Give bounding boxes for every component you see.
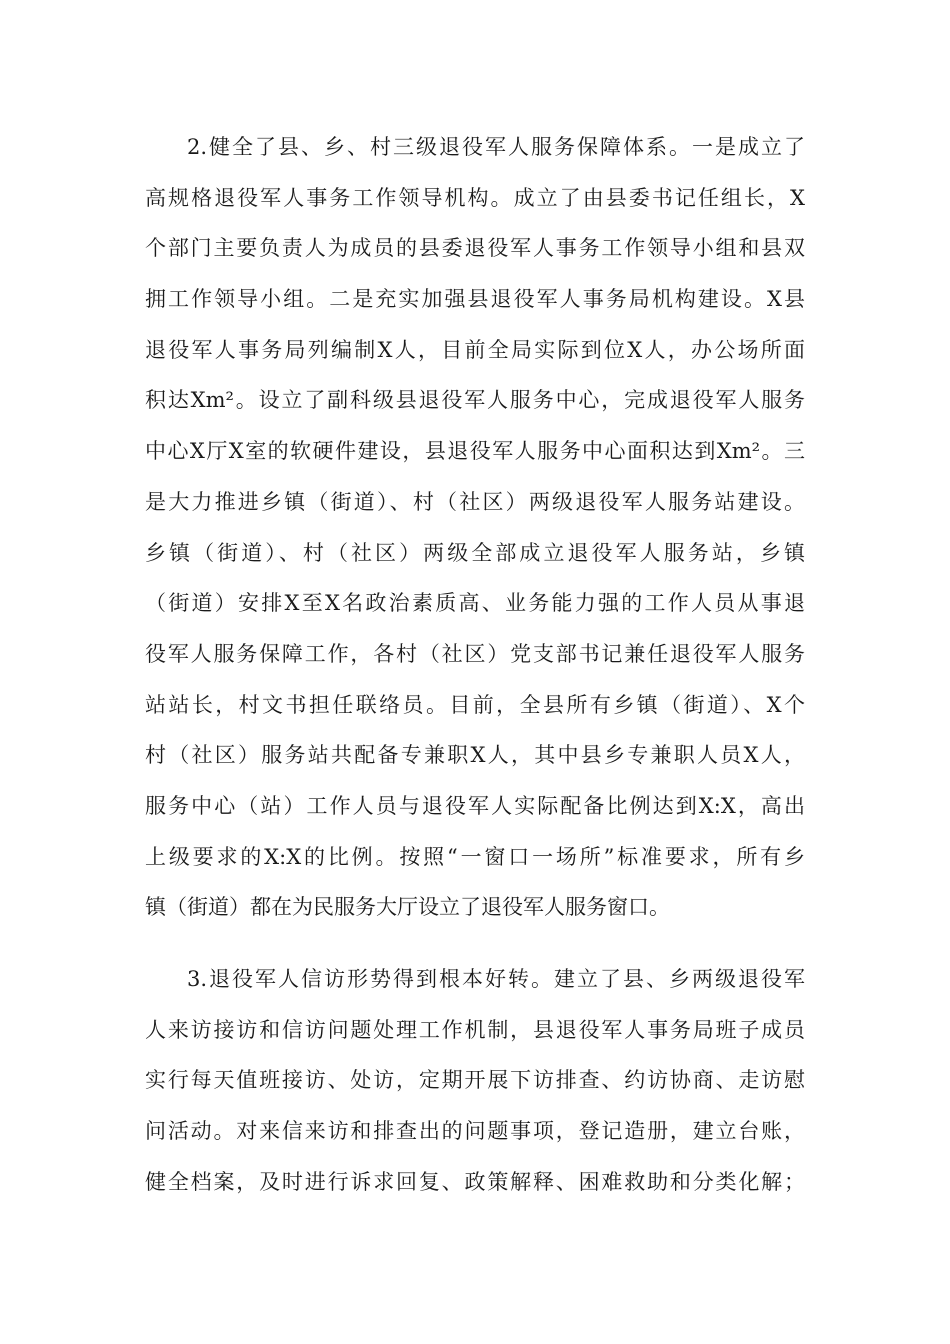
paragraph-line: 健全档案，及时进行诉求回复、政策解释、困难救助和分类化解；	[145, 1169, 805, 1194]
paragraph-line: 拥工作领导小组。二是充实加强县退役军人事务局机构建设。X县	[145, 287, 805, 312]
paragraph-section-2	[145, 122, 805, 933]
paragraph-line: 个部门主要负责人为成员的县委退役军人事务工作领导小组和县双	[145, 236, 805, 261]
paragraph-line: 实行每天值班接访、处访，定期开展下访排查、约访协商、走访慰	[145, 1068, 805, 1093]
paragraph-line: 问活动。对来信来访和排查出的问题事项，登记造册，建立台账，	[145, 1119, 805, 1144]
document-body	[145, 122, 805, 1207]
paragraph-line: （街道）安排X至X名政治素质高、业务能力强的工作人员从事退	[145, 591, 805, 616]
paragraph-line: 役军人服务保障工作，各村（社区）党支部书记兼任退役军人服务	[145, 641, 805, 666]
paragraph-spacer	[145, 933, 805, 954]
paragraph-line: 高规格退役军人事务工作领导机构。成立了由县委书记任组长，X	[145, 185, 805, 210]
paragraph-line: 人来访接访和信访问题处理工作机制，县退役军人事务局班子成员	[145, 1017, 805, 1042]
paragraph-line: 村（社区）服务站共配备专兼职X人，其中县乡专兼职人员X人，	[145, 743, 805, 768]
paragraph-line: 积达Xm²。设立了副科级县退役军人服务中心，完成退役军人服务	[145, 388, 805, 413]
paragraph-line: 乡镇（街道）、村（社区）两级全部成立退役军人服务站，乡镇	[145, 540, 805, 565]
paragraph-line: 是大力推进乡镇（街道）、村（社区）两级退役军人服务站建设。	[145, 489, 805, 514]
paragraph-line: 2.健全了县、乡、村三级退役军人服务保障体系。一是成立了	[187, 135, 805, 159]
paragraph-line: 上级要求的X:X的比例。按照“一窗口一场所”标准要求，所有乡	[145, 844, 805, 869]
paragraph-line: 3.退役军人信访形势得到根本好转。建立了县、乡两级退役军	[187, 967, 805, 991]
paragraph-section-3	[145, 954, 805, 1207]
paragraph-line: 退役军人事务局列编制X人，目前全局实际到位X人，办公场所面	[145, 337, 805, 362]
paragraph-line: 站站长，村文书担任联络员。目前，全县所有乡镇（街道）、X个	[145, 692, 805, 717]
paragraph-line: 镇（街道）都在为民服务大厅设立了退役军人服务窗口。	[145, 895, 670, 920]
paragraph-line: 中心X厅X室的软硬件建设，县退役军人服务中心面积达到Xm²。三	[145, 439, 805, 464]
paragraph-line: 服务中心（站）工作人员与退役军人实际配备比例达到X:X，高出	[145, 793, 805, 818]
